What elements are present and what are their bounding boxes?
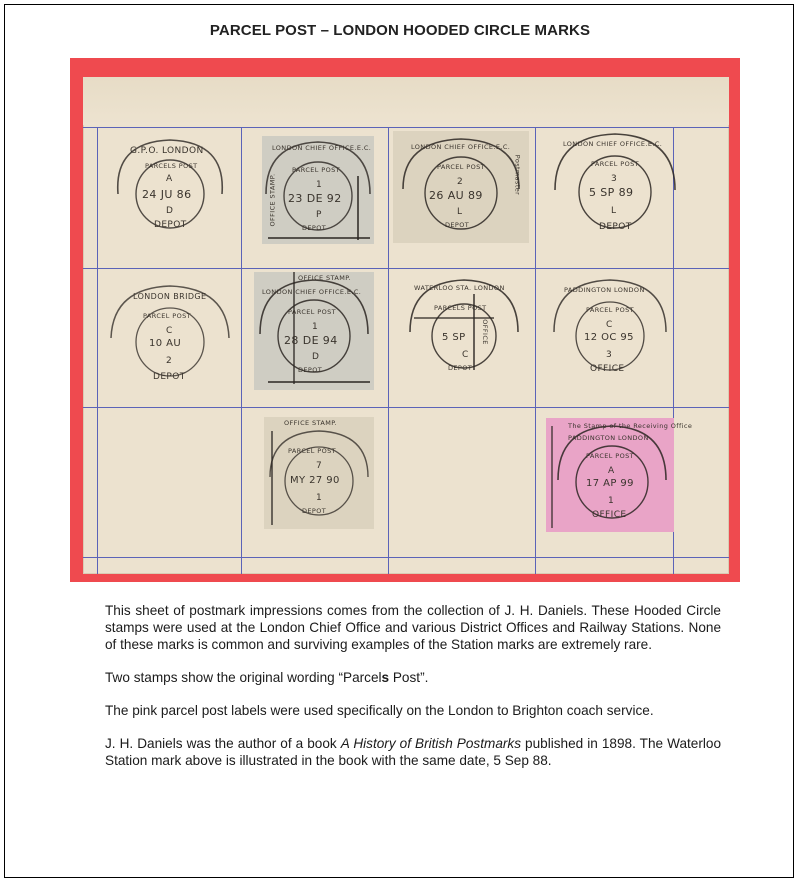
grid-line [83, 268, 729, 269]
mark-top-text: LONDON BRIDGE [133, 292, 207, 301]
sheet-top-margin [83, 77, 729, 125]
page-title: PARCEL POST – LONDON HOODED CIRCLE MARKS [209, 22, 591, 39]
mark-top-text: PADDINGTON LONDON [564, 286, 645, 294]
grid-line [83, 407, 729, 408]
mark-line2: 3 [611, 174, 618, 184]
book-title: A History of British Postmarks [340, 736, 522, 751]
mark-line1: PARCEL POST [437, 163, 486, 171]
postmark-chief-office-3 [545, 128, 685, 246]
mark-line2: 1 [316, 180, 323, 190]
paragraph-author [105, 735, 721, 769]
mark-bottom: DEPOT [298, 366, 323, 374]
mark-line2: 2 [457, 177, 464, 187]
mark-top-text: WATERLOO STA. LONDON [414, 284, 505, 292]
mark-line1: PARCEL POST [143, 312, 192, 320]
mark-bottom: OFFICE [592, 510, 627, 520]
mark-line3: L [611, 206, 617, 216]
mark-line1: PARCEL POST [591, 160, 640, 168]
bold-letter: s [381, 670, 390, 685]
mark-bottom: DEPOT [445, 221, 470, 229]
mark-line3: P [316, 210, 322, 220]
receiving-office-label: The Stamp of the Receiving Office [568, 422, 693, 430]
postmark-paddington-pink-label [546, 418, 693, 532]
mark-top-text: LONDON CHIEF OFFICE.E.C. [411, 143, 511, 151]
mark-date: 10 AU [149, 338, 182, 349]
mark-bottom: DEPOT [448, 364, 473, 372]
paragraph-wording-end: Post”. [389, 670, 429, 685]
mark-line1: PARCEL POST [288, 308, 337, 316]
paragraph-wording [105, 669, 721, 686]
postmark-paddington-1 [548, 274, 672, 386]
mark-line1: PARCEL POST [586, 452, 635, 460]
postmark-chief-office-4 [254, 272, 374, 390]
paragraph-collection: This sheet of postmark impressions comes from the collection of J. H. Daniels. These Hooded Circle stamps were used at the London Chief Office and various District Offices and Railway Stations. None of these marks is common and surviving examples of the Station marks are extremely rare. [105, 603, 721, 652]
mark-top-text: G.P.O. LONDON [130, 146, 204, 156]
postmark-chief-office-1 [262, 136, 374, 244]
mark-line2: C [166, 326, 173, 336]
grid-line [535, 127, 536, 574]
mark-bottom: DEPOT [599, 222, 632, 232]
mark-date: 17 AP 99 [586, 478, 634, 489]
mark-date: 5 SP [442, 332, 466, 343]
mark-line2: A [166, 174, 173, 184]
mark-date: 24 JU 86 [142, 188, 192, 201]
paragraph-pink-labels: The pink parcel post labels were used specifically on the London to Brighton coach service. [105, 703, 654, 718]
mark-line2: 7 [316, 461, 323, 471]
mark-top-text: LONDON CHIEF OFFICE.E.C. [262, 288, 362, 296]
paragraph-author-start: J. H. Daniels was the author of a book [105, 736, 341, 751]
postmark-gpo-london [100, 132, 240, 242]
mark-line3: L [457, 207, 463, 217]
mark-date: 28 DE 94 [284, 334, 338, 347]
paragraph-author-end: published in 1898. The Waterloo Station mark above is illustrated in the book with the same date, 5 Sep 88. [105, 736, 722, 768]
grid-line [83, 557, 729, 558]
mark-line3: 2 [166, 356, 173, 366]
mark-line3: 1 [316, 493, 323, 503]
mark-line3: C [462, 350, 469, 360]
postmaster-label: Postmaster [513, 154, 522, 196]
mark-top-text: LONDON CHIEF OFFICE.E.C. [272, 144, 372, 152]
paragraph-wording-start: Two stamps show the original wording “Parcel [105, 670, 382, 685]
mark-line3: D [166, 206, 174, 216]
mark-line2: A [608, 466, 615, 476]
mark-line1: PARCELS POST [434, 304, 487, 312]
mark-line2: 1 [312, 322, 319, 332]
mark-date: MY 27 90 [290, 475, 340, 486]
mark-date: 26 AU 89 [429, 189, 483, 202]
mark-date: 5 SP 89 [589, 186, 634, 199]
mark-line3: 1 [608, 496, 615, 506]
mark-line3: 3 [606, 350, 613, 360]
office-stamp-label: OFFICE STAMP. [298, 274, 352, 282]
mark-line1: PARCELS POST [145, 162, 198, 170]
mark-bottom: DEPOT [154, 220, 187, 230]
postmark-parcel-depot [264, 417, 374, 529]
mark-line1: PARCEL POST [288, 447, 337, 455]
mark-line1: PARCEL POST [292, 166, 341, 174]
mark-top-text: LONDON CHIEF OFFICE.E.C. [563, 140, 663, 148]
mark-bottom: DEPOT [302, 507, 327, 515]
postmark-waterloo-station [404, 274, 524, 382]
grid-line [388, 127, 389, 574]
description-text [105, 602, 721, 785]
mark-side-text: OFFICE [480, 319, 489, 345]
mark-line2: C [606, 320, 613, 330]
mark-line1: PARCEL POST [586, 306, 635, 314]
office-stamp-label: OFFICE STAMP. [268, 173, 277, 227]
mark-bottom: OFFICE [590, 364, 625, 374]
office-stamp-label: OFFICE STAMP. [284, 419, 338, 427]
postmark-chief-office-2 [393, 131, 529, 243]
grid-line [97, 127, 98, 574]
mark-top-text: PADDINGTON LONDON [568, 434, 649, 442]
mark-bottom: DEPOT [302, 224, 327, 232]
mark-line3: D [312, 352, 320, 362]
mark-date: 12 OC 95 [584, 332, 634, 343]
mark-bottom: DEPOT [153, 372, 186, 382]
grid-line [241, 127, 242, 574]
mark-date: 23 DE 92 [288, 192, 342, 205]
postmark-london-bridge [103, 280, 237, 392]
